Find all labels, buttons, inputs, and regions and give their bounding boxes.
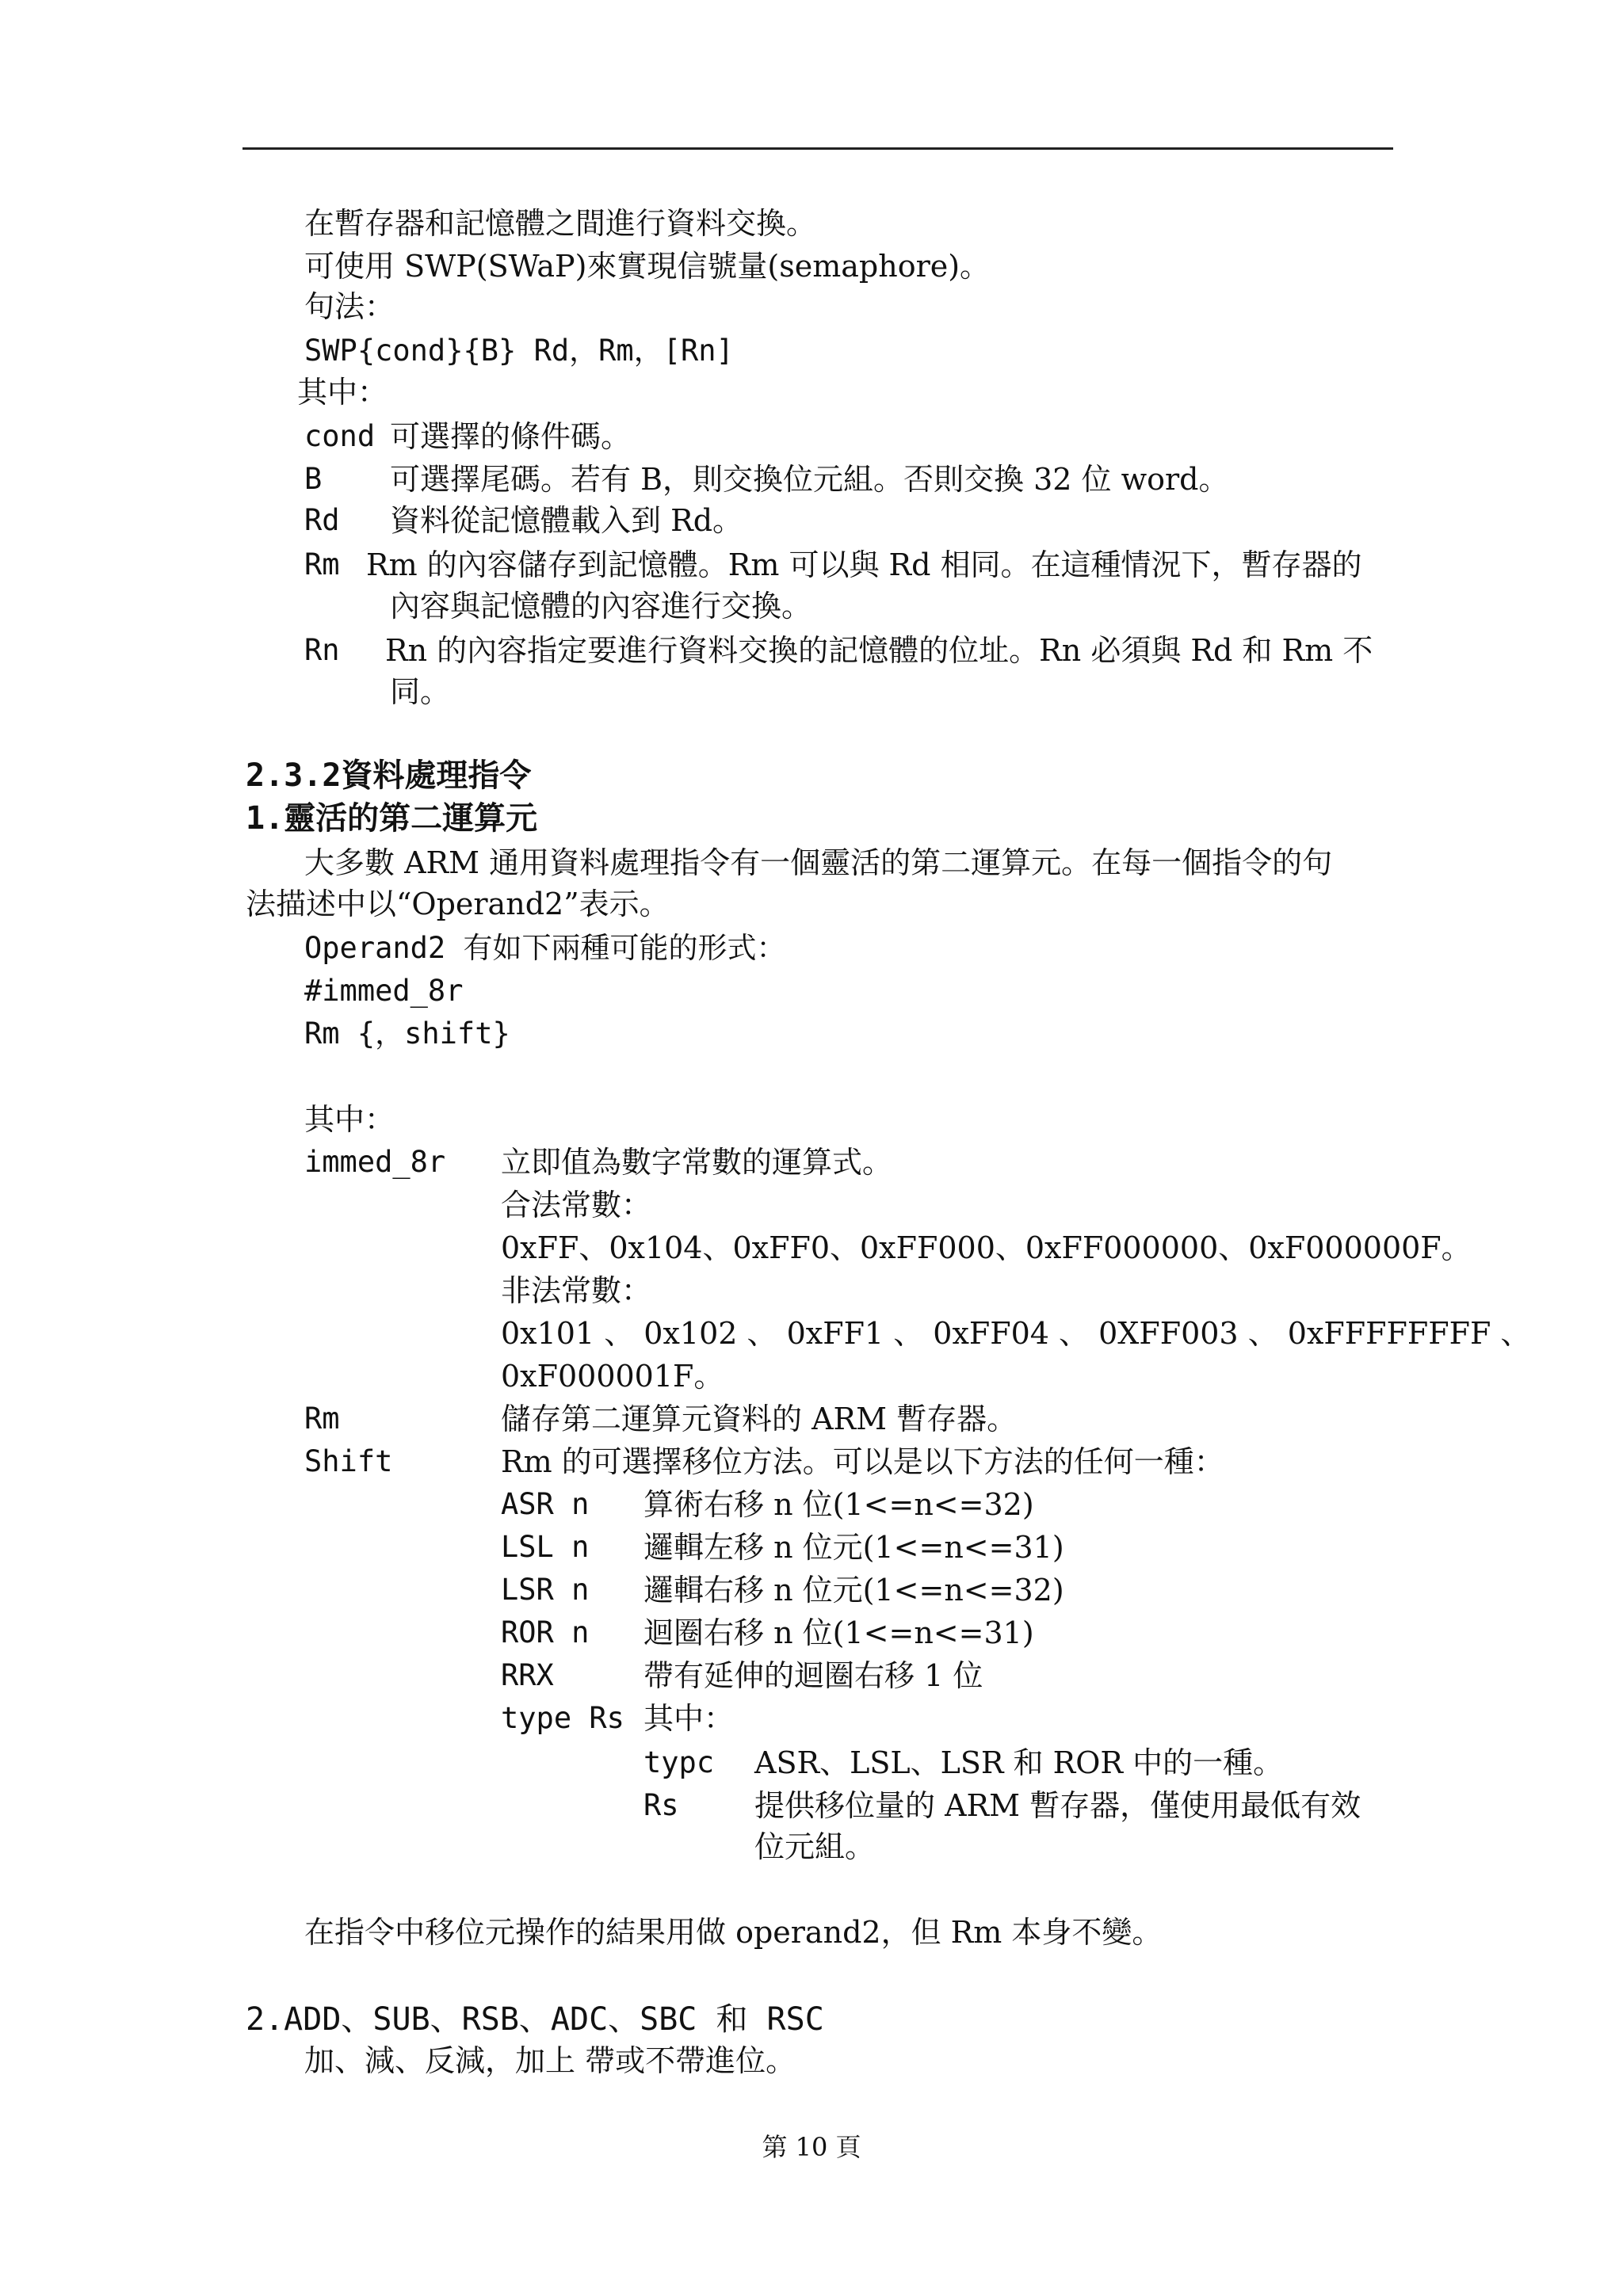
where-label: 其中： (304, 1102, 395, 1137)
param-desc: 可選擇的條件碼。 (390, 419, 632, 454)
shift-desc: 邏輯右移 n 位元(1<=n<=32) (643, 1573, 1064, 1608)
subsection-heading: 1.靈活的第二運算元 (246, 800, 538, 837)
shift-desc: 邏輯左移 n 位元(1<=n<=31) (643, 1530, 1064, 1565)
shift-op: RRX (501, 1658, 554, 1692)
term-name: Rm (304, 1402, 340, 1436)
operand-form: Rm {，shift} (304, 1016, 510, 1051)
param-desc: Rm 的內容儲存到記憶體。Rm 可以與 Rd 相同。在這種情況下，暫存器的 (366, 547, 1362, 582)
sub-term-name: typc (643, 1745, 715, 1779)
swp-line1: 在暫存器和記憶體之間進行資料交換。 (304, 206, 817, 241)
sub-term-desc-cont: 位元組。 (754, 1829, 876, 1864)
paragraph: 加、減、反減，加上 帶或不帶進位。 (304, 2043, 796, 2078)
shift-op: ROR n (501, 1615, 590, 1650)
param-desc: 可選擇尾碼。若有 B，則交換位元組。否則交換 32 位 word。 (390, 462, 1229, 497)
legal-label: 合法常數： (501, 1188, 652, 1222)
param-desc-cont: 內容與記憶體的內容進行交換。 (390, 589, 812, 624)
shift-op: ASR n (501, 1487, 590, 1521)
paragraph: 大多數 ARM 通用資料處理指令有一個靈活的第二運算元。在每一個指令的句 (304, 845, 1333, 880)
sub-term-desc: 提供移位量的 ARM 暫存器，僅使用最低有效 (754, 1788, 1361, 1823)
page-number: 第 10 頁 (762, 2132, 861, 2162)
term-desc: Rm 的可選擇移位方法。可以是以下方法的任何一種： (501, 1444, 1224, 1479)
param-name: Rm (304, 547, 340, 582)
header-rule (242, 147, 1393, 150)
param-desc-cont: 同。 (390, 674, 451, 709)
shift-op: type Rs (501, 1701, 624, 1735)
subsection-heading: 2.ADD、SUB、RSB、ADC、SBC 和 RSC (246, 2001, 824, 2038)
illegal-label: 非法常數： (501, 1273, 652, 1308)
term-name: immed_8r (304, 1145, 446, 1179)
param-desc: 資料從記憶體載入到 Rd。 (390, 503, 743, 538)
shift-desc: 其中： (643, 1701, 735, 1736)
shift-desc: 算術右移 n 位(1<=n<=32) (643, 1487, 1034, 1522)
term-desc: 立即值為數字常數的運算式。 (501, 1145, 893, 1180)
shift-desc: 帶有延伸的迴圈右移 1 位 (643, 1658, 983, 1693)
term-desc: 儲存第二運算元資料的 ARM 暫存器。 (501, 1402, 1018, 1436)
shift-op: LSR n (501, 1573, 590, 1607)
param-name: Rd (304, 503, 340, 537)
operand-form: #immed_8r (304, 974, 464, 1008)
param-name: B (304, 462, 323, 496)
shift-desc: 迴圈右移 n 位(1<=n<=31) (643, 1615, 1034, 1650)
swp-line2: 可使用 SWP(SWaP)來實現信號量(semaphore)。 (304, 249, 991, 284)
param-desc: Rn 的內容指定要進行資料交換的記憶體的位址。Rn 必須與 Rd 和 Rm 不 (385, 633, 1373, 668)
param-name: Rn (304, 633, 340, 667)
illegal-values-cont: 0xF000001F。 (501, 1359, 724, 1394)
syntax-label: 句法： (304, 289, 395, 324)
term-name: Shift (304, 1444, 393, 1478)
sub-term-name: Rs (643, 1788, 679, 1822)
illegal-values: 0x101 、 0x102 、 0xFF1 、 0xFF04 、 0XFF003 、 0xFFFFFFFF 、 (501, 1316, 1531, 1351)
forms-intro: Operand2 有如下兩種可能的形式： (304, 931, 786, 965)
paragraph: 法描述中以“Operand2”表示。 (246, 887, 670, 921)
shift-op: LSL n (501, 1530, 590, 1564)
swp-syntax: SWP{cond}{B} Rd，Rm，[Rn] (304, 334, 734, 368)
note: 在指令中移位元操作的結果用做 operand2，但 Rm 本身不變。 (304, 1915, 1163, 1950)
section-heading: 2.3.2資料處理指令 (246, 757, 532, 794)
param-name: cond (304, 419, 376, 453)
sub-term-desc: ASR、LSL、LSR 和 ROR 中的一種。 (754, 1745, 1284, 1780)
legal-values: 0xFF、0x104、0xFF0、0xFF000、0xFF000000、0xF000000F。 (501, 1230, 1472, 1265)
swp-where: 其中： (297, 375, 388, 410)
